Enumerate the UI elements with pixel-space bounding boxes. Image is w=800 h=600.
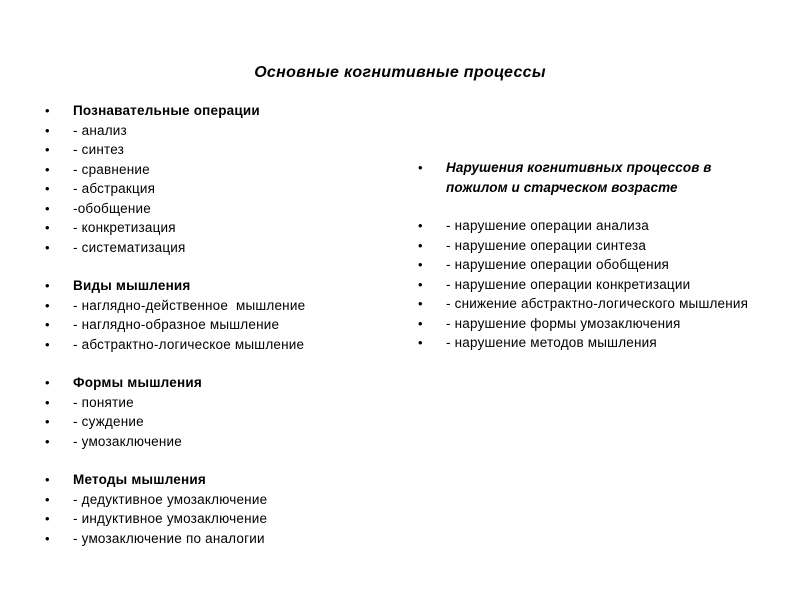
- list-item: [45, 140, 380, 160]
- bullet-icon: •: [45, 200, 50, 216]
- section-item-list: [45, 121, 380, 258]
- bullet-icon: •: [45, 394, 50, 410]
- bullet-icon: •: [45, 239, 50, 255]
- list-item: [45, 218, 380, 238]
- bullet-icon: •: [45, 491, 50, 507]
- section-heading-row: [45, 470, 380, 490]
- list-item-text: - понятие: [73, 394, 134, 410]
- bullet-icon: •: [45, 278, 50, 293]
- section-heading: Виды мышления: [73, 278, 191, 293]
- bullet-icon: •: [45, 161, 50, 177]
- list-item-text: - наглядно-образное мышление: [73, 317, 280, 332]
- section-heading-row: [45, 101, 380, 121]
- right-column: [418, 158, 763, 353]
- bullet-icon: •: [418, 237, 423, 253]
- section-thinking-methods: [45, 470, 380, 548]
- section-heading: Формы мышления: [73, 375, 202, 390]
- list-item: [45, 509, 380, 529]
- section-heading-row: [418, 158, 763, 197]
- list-item: [45, 490, 380, 510]
- list-item-text: - абстракция: [73, 181, 156, 196]
- bullet-icon: •: [45, 103, 50, 118]
- section-item-list: [45, 490, 380, 549]
- section-item-list: [45, 296, 380, 355]
- bullet-icon: •: [45, 181, 50, 196]
- list-item: [418, 255, 763, 275]
- bullet-icon: •: [45, 142, 50, 157]
- list-item: [45, 179, 380, 199]
- list-item-text: - умозаключение по аналогии: [73, 530, 265, 546]
- list-item-text: - наглядно-действенное мышление: [73, 297, 306, 313]
- section-cognitive-operations: [45, 101, 380, 257]
- list-item: [418, 216, 763, 236]
- list-item: [418, 294, 763, 314]
- section-item-list: [45, 393, 380, 452]
- bullet-icon: •: [418, 257, 423, 272]
- list-item: [45, 412, 380, 432]
- list-item-text: - абстрактно-логическое мышление: [73, 336, 305, 352]
- bullet-icon: •: [45, 336, 50, 352]
- list-item-text: - нарушение операции конкретизации: [446, 276, 691, 292]
- list-item: [418, 275, 763, 295]
- list-item-text: - сравнение: [73, 161, 150, 177]
- bullet-icon: •: [418, 335, 423, 350]
- slide-title: Основные когнитивные процессы: [254, 64, 546, 81]
- bullet-icon: •: [45, 122, 50, 138]
- section-heading: Познавательные операции: [73, 103, 260, 118]
- list-item: [418, 333, 763, 353]
- bullet-icon: •: [45, 297, 50, 313]
- section-thinking-forms: [45, 373, 380, 451]
- list-item-text: - суждение: [73, 414, 144, 429]
- list-item: [45, 160, 380, 180]
- list-item: [45, 529, 380, 549]
- list-item-text: - индуктивное умозаключение: [73, 511, 268, 526]
- bullet-icon: •: [45, 414, 50, 429]
- left-column: [45, 101, 380, 548]
- section-heading: Методы мышления: [73, 472, 206, 487]
- list-item-text: - нарушение операции обобщения: [446, 257, 670, 272]
- list-item: [418, 314, 763, 334]
- section-item-list: [418, 216, 763, 353]
- list-item: [45, 199, 380, 219]
- list-item: [45, 335, 380, 355]
- bullet-icon: •: [45, 530, 50, 546]
- bullet-icon: •: [418, 218, 423, 233]
- bullet-icon: •: [45, 433, 50, 449]
- list-item-text: - систематизация: [73, 239, 186, 255]
- section-heading-row: [45, 373, 380, 393]
- list-item-text: - снижение абстрактно-логического мышления: [446, 296, 749, 311]
- list-item-text: -обобщение: [73, 200, 151, 216]
- list-item: [45, 296, 380, 316]
- list-item: [45, 238, 380, 258]
- list-item: [45, 315, 380, 335]
- list-item-text: - конкретизация: [73, 220, 176, 235]
- list-item-text: - нарушение методов мышления: [446, 335, 657, 350]
- list-item: [45, 121, 380, 141]
- bullet-icon: •: [45, 317, 50, 332]
- bullet-icon: •: [418, 315, 423, 331]
- bullet-icon: •: [45, 511, 50, 526]
- list-item: [45, 432, 380, 452]
- bullet-icon: •: [418, 296, 423, 311]
- list-item-text: - синтез: [73, 142, 125, 157]
- bullet-icon: •: [418, 276, 423, 292]
- bullet-icon: •: [45, 472, 50, 487]
- list-item-text: - умозаключение: [73, 433, 182, 449]
- bullet-icon: •: [418, 160, 423, 175]
- list-item-text: - нарушение формы умозаключения: [446, 315, 681, 331]
- list-item-text: - дедуктивное умозаключение: [73, 491, 268, 507]
- list-item: [45, 393, 380, 413]
- bullet-icon: •: [45, 375, 50, 390]
- right-column-heading: Нарушения когнитивных процессов в пожилом и старческом возрасте: [446, 160, 716, 195]
- list-item: [418, 236, 763, 256]
- section-thinking-types: [45, 276, 380, 354]
- list-item-text: - нарушение операции анализа: [446, 218, 650, 233]
- bullet-icon: •: [45, 220, 50, 235]
- list-item-text: - нарушение операции синтеза: [446, 237, 647, 253]
- section-heading-row: [45, 276, 380, 296]
- list-item-text: - анализ: [73, 122, 127, 138]
